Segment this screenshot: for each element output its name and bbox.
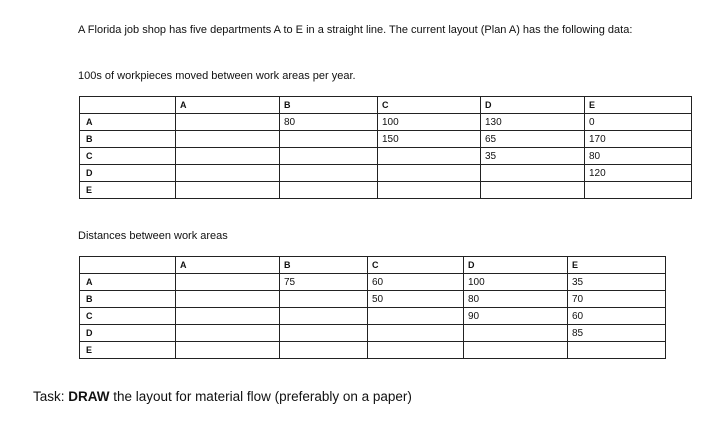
table-cell: 85 bbox=[568, 325, 666, 342]
table-cell: 60 bbox=[568, 308, 666, 325]
table-cell bbox=[280, 291, 368, 308]
table-cell bbox=[280, 342, 368, 359]
table-cell bbox=[568, 342, 666, 359]
table-row bbox=[80, 325, 666, 342]
table-cell: 80 bbox=[464, 291, 568, 308]
table-cell: 50 bbox=[368, 291, 464, 308]
table-cell bbox=[176, 165, 280, 182]
row-header: C bbox=[80, 308, 176, 325]
table-cell: 70 bbox=[568, 291, 666, 308]
table-row bbox=[80, 308, 666, 325]
table-cell bbox=[176, 291, 280, 308]
table-cell bbox=[280, 182, 378, 199]
table-cell bbox=[368, 342, 464, 359]
table-row bbox=[80, 148, 692, 165]
table-row bbox=[80, 131, 692, 148]
column-header: A bbox=[176, 257, 280, 274]
column-header: E bbox=[585, 97, 692, 114]
table-cell bbox=[176, 131, 280, 148]
row-header: A bbox=[80, 114, 176, 131]
column-header: E bbox=[568, 257, 666, 274]
table-cell bbox=[176, 325, 280, 342]
table-cell bbox=[176, 342, 280, 359]
table-row bbox=[80, 291, 666, 308]
table-cell bbox=[481, 182, 585, 199]
table-cell: 60 bbox=[368, 274, 464, 291]
column-header: C bbox=[378, 97, 481, 114]
flow-table bbox=[79, 96, 692, 199]
table-cell bbox=[464, 342, 568, 359]
column-header: D bbox=[481, 97, 585, 114]
task-bold-word: DRAW bbox=[68, 389, 110, 404]
row-header: B bbox=[80, 291, 176, 308]
column-header: A bbox=[176, 97, 280, 114]
table-cell: 35 bbox=[481, 148, 585, 165]
table-row bbox=[80, 342, 666, 359]
task-prefix: Task: bbox=[33, 389, 69, 404]
table-cell bbox=[176, 148, 280, 165]
table-cell bbox=[378, 182, 481, 199]
table-cell bbox=[464, 325, 568, 342]
table-cell bbox=[368, 325, 464, 342]
table-header-row bbox=[80, 97, 692, 114]
table-cell bbox=[176, 308, 280, 325]
table-cell: 100 bbox=[378, 114, 481, 131]
table-cell bbox=[280, 308, 368, 325]
table-cell bbox=[176, 114, 280, 131]
table-cell: 90 bbox=[464, 308, 568, 325]
table-cell bbox=[368, 308, 464, 325]
table-cell bbox=[280, 131, 378, 148]
table-cell: 120 bbox=[585, 165, 692, 182]
table-cell bbox=[585, 182, 692, 199]
table-row bbox=[80, 182, 692, 199]
column-header: B bbox=[280, 97, 378, 114]
intro-text: A Florida job shop has five departments A to E in a straight line. The current layout (Plan A) has the following data: bbox=[78, 24, 633, 36]
table-cell bbox=[176, 274, 280, 291]
table-cell bbox=[481, 165, 585, 182]
distance-table bbox=[79, 256, 666, 359]
task-rest: the layout for material flow (preferably on a paper) bbox=[109, 389, 412, 404]
row-header: A bbox=[80, 274, 176, 291]
row-header: D bbox=[80, 325, 176, 342]
table-cell: 0 bbox=[585, 114, 692, 131]
row-header: D bbox=[80, 165, 176, 182]
table-cell: 170 bbox=[585, 131, 692, 148]
table-cell bbox=[176, 182, 280, 199]
row-header: E bbox=[80, 342, 176, 359]
table-row bbox=[80, 165, 692, 182]
column-header bbox=[80, 257, 176, 274]
column-header: D bbox=[464, 257, 568, 274]
table-header-row bbox=[80, 257, 666, 274]
table-cell: 35 bbox=[568, 274, 666, 291]
table-cell: 80 bbox=[280, 114, 378, 131]
table1-caption: 100s of workpieces moved between work areas per year. bbox=[78, 70, 356, 82]
row-header: C bbox=[80, 148, 176, 165]
table-cell bbox=[378, 148, 481, 165]
row-header: E bbox=[80, 182, 176, 199]
column-header bbox=[80, 97, 176, 114]
table-cell: 80 bbox=[585, 148, 692, 165]
table-cell: 65 bbox=[481, 131, 585, 148]
row-header: B bbox=[80, 131, 176, 148]
table-cell bbox=[378, 165, 481, 182]
column-header: B bbox=[280, 257, 368, 274]
table-row bbox=[80, 114, 692, 131]
table-cell: 100 bbox=[464, 274, 568, 291]
table-cell bbox=[280, 165, 378, 182]
table-row bbox=[80, 274, 666, 291]
table-cell: 75 bbox=[280, 274, 368, 291]
table2-caption: Distances between work areas bbox=[78, 230, 228, 242]
task-text bbox=[33, 388, 412, 406]
column-header: C bbox=[368, 257, 464, 274]
table-cell bbox=[280, 148, 378, 165]
table-cell: 150 bbox=[378, 131, 481, 148]
table-cell bbox=[280, 325, 368, 342]
table-cell: 130 bbox=[481, 114, 585, 131]
